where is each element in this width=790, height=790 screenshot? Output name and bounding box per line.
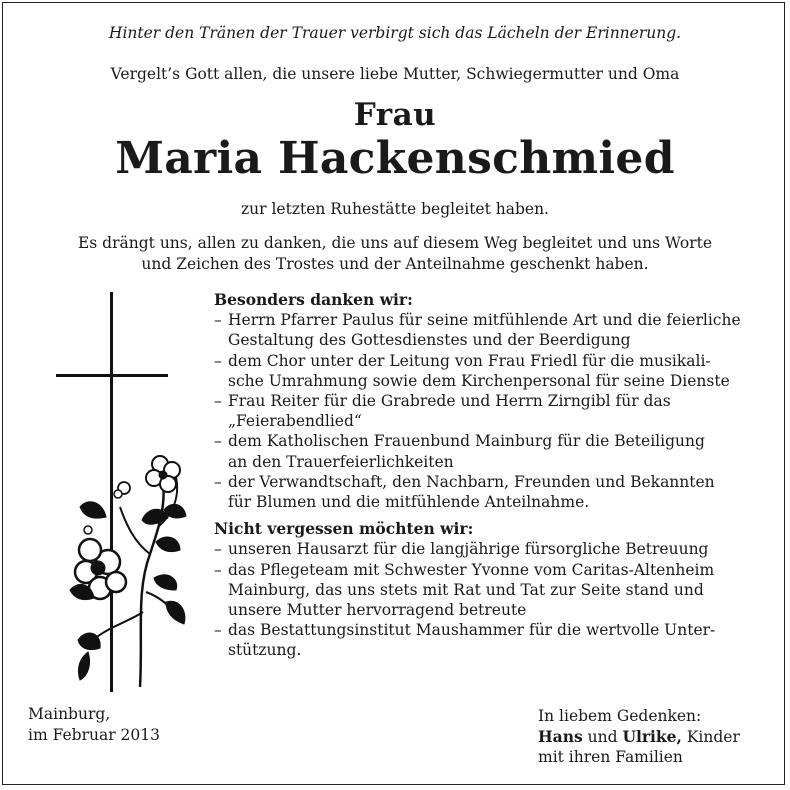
list-item-line: – der Verwandtschaft, den Nachbarn, Freunden und Bekannten	[228, 472, 715, 491]
list-item	[214, 310, 762, 350]
spacer	[214, 512, 762, 519]
intro-line: Es drängt uns, allen zu danken, die uns auf diesem Weg begleitet und uns Worte	[77, 234, 713, 252]
salutation: Frau	[353, 97, 437, 133]
list-item-line: Mainburg, das uns stets mit Rat und Tat zur Seite stand und	[228, 580, 704, 599]
list-item	[214, 391, 762, 431]
flower-icon	[70, 456, 186, 687]
place-date	[28, 704, 160, 745]
list-item-line: – dem Chor unter der Leitung von Frau Friedl für die musikali-	[228, 351, 711, 370]
families-line: mit ihren Familien	[538, 748, 683, 766]
relation: Kinder	[681, 727, 740, 746]
mourners-line	[538, 727, 740, 748]
signoff	[538, 706, 740, 768]
list-item	[214, 620, 762, 660]
memory-line: In liebem Gedenken:	[538, 707, 702, 725]
list-item-line: – unseren Hausarzt für die langjährige fürsorgliche Betreuung	[228, 540, 709, 559]
list-item-line: – dem Katholischen Frauenbund Mainburg für die Beteiligung	[228, 432, 705, 451]
motto: Hinter den Tränen der Trauer verbirgt sich das Lächeln der Erinnerung.	[108, 24, 682, 42]
thanks-body	[214, 290, 762, 661]
mourner-name: Hans	[538, 726, 583, 746]
rest-line: zur letzten Ruhestätte begleitet haben.	[240, 200, 549, 218]
conjunction: und	[582, 727, 623, 746]
list-item-line: sche Umrahmung sowie dem Kirchenpersonal für seine Dienste	[228, 371, 730, 390]
list-item	[214, 431, 762, 471]
list-item-line: – Herrn Pfarrer Paulus für seine mitfühlende Art und die feierliche	[228, 311, 741, 330]
list-item-line: unsere Mutter hervorragend betreute	[228, 601, 527, 620]
list-item-line: Gestaltung des Gottesdienstes und der Beerdigung	[228, 331, 631, 350]
list-item-line: – das Pflegeteam mit Schwester Yvonne vom Caritas-Altenheim	[228, 560, 715, 579]
mourner-name: Ulrike,	[622, 726, 682, 746]
list-item-line: an den Trauerfeierlichkeiten	[228, 452, 454, 471]
list-item-line: stützung.	[228, 641, 302, 660]
thanks-line: Vergelt’s Gott allen, die unsere liebe Mutter, Schwiegermutter und Oma	[110, 65, 680, 83]
section-heading: Besonders danken wir:	[214, 290, 413, 309]
list-item	[214, 351, 762, 391]
intro-line: und Zeichen des Trostes und der Anteilnahme geschenkt haben.	[141, 255, 649, 273]
list-item-line: für Blumen und die mitfühlende Anteilnahme.	[228, 493, 590, 512]
cross-icon	[56, 292, 168, 692]
list-item	[214, 560, 762, 621]
deceased-name: Maria Hackenschmied	[115, 133, 675, 184]
list-item-line: „Feierabendlied“	[228, 412, 362, 431]
list-item-line: – das Bestattungsinstitut Maushammer für die wertvolle Unter-	[228, 621, 716, 640]
list-item-line: – Frau Reiter für die Grabrede und Herrn Zirngibl für das	[228, 392, 671, 411]
section-heading: Nicht vergessen möchten wir:	[214, 519, 474, 539]
list-item	[214, 539, 762, 559]
list-item	[214, 472, 762, 512]
date: im Februar 2013	[28, 725, 160, 744]
place: Mainburg,	[28, 705, 111, 723]
intro-text	[0, 233, 790, 275]
cross-icon	[48, 292, 198, 692]
